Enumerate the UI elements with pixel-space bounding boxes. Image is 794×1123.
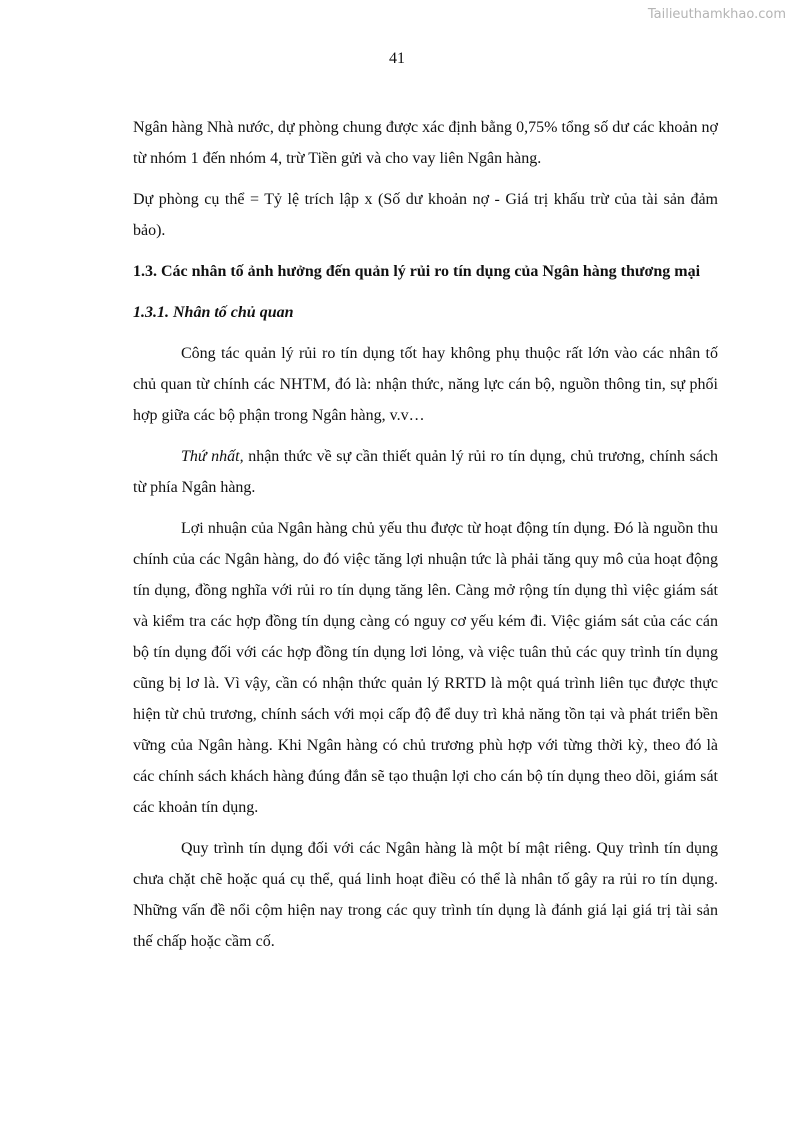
paragraph-2: Dự phòng cụ thể = Tỷ lệ trích lập x (Số dư khoản nợ - Giá trị khấu trừ của tài sản đảm bảo). (133, 191, 718, 239)
paragraph-1: Ngân hàng Nhà nước, dự phòng chung được xác định bằng 0,75% tổng số dư các khoản nợ từ nhóm 1 đến nhóm 4, trừ Tiền gửi và cho vay liên Ngân hàng. (133, 119, 718, 167)
paragraph-4 (133, 441, 718, 503)
paragraph-6: Quy trình tín dụng đối với các Ngân hàng là một bí mật riêng. Quy trình tín dụng chưa chặt chẽ hoặc quá cụ thể, quá linh hoạt điều có thể là nhân tố gây ra rủi ro tín dụng. Những vấn đề nổi cộm hiện nay trong các quy trình tín dụng là đánh giá lại giá trị tài sản thế chấp hoặc cầm cố. (133, 840, 718, 950)
page-number: 41 (389, 50, 405, 67)
section-heading: 1.3. Các nhân tố ảnh hưởng đến quản lý rủi ro tín dụng của Ngân hàng thương mại (133, 263, 701, 280)
paragraph-4-text: nhận thức về sự cần thiết quản lý rủi ro tín dụng, chủ trương, chính sách từ phía Ngân hàng. (133, 448, 719, 496)
paragraph-5: Lợi nhuận của Ngân hàng chủ yếu thu được từ hoạt động tín dụng. Đó là nguồn thu chính của các Ngân hàng, do đó việc tăng lợi nhuận tức là phải tăng quy mô của hoạt động tín dụng, đồng nghĩa với rủi ro tín dụng tăng lên. Càng mở rộng tín dụng thì việc giám sát và kiểm tra các hợp đồng tín dụng càng có nguy cơ yếu kém đi. Việc giám sát của các cán bộ tín dụng đối với các hợp đồng tín dụng lơi lỏng, và việc tuân thủ các quy trình tín dụng cũng bị lơ là. Vì vậy, cần có nhận thức quản lý RRTD là một quá trình liên tục được thực hiện từ chủ trương, chính sách với mọi cấp độ để duy trì khả năng tồn tại và phát triển bền vững của Ngân hàng. Khi Ngân hàng có chủ trương phù hợp với từng thời kỳ, theo đó là các chính sách khách hàng đúng đắn sẽ tạo thuận lợi cho cán bộ tín dụng theo dõi, giám sát các khoản tín dụng. (133, 520, 718, 816)
paragraph-3: Công tác quản lý rủi ro tín dụng tốt hay không phụ thuộc rất lớn vào các nhân tố chủ quan từ chính các NHTM, đó là: nhận thức, năng lực cán bộ, nguồn thông tin, sự phối hợp giữa các bộ phận trong Ngân hàng, v.v… (133, 345, 718, 424)
document-body (133, 112, 718, 967)
paragraph-4-lead: Thứ nhất, (181, 448, 244, 465)
watermark-text: Tailieuthamkhao.com (647, 7, 786, 22)
subsection-heading: 1.3.1. Nhân tố chủ quan (133, 304, 294, 321)
